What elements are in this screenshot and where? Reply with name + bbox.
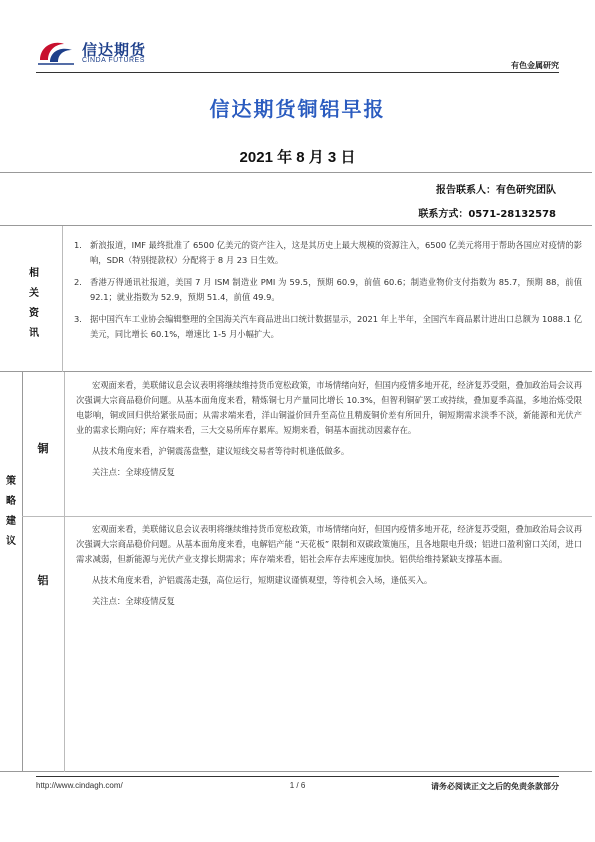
column-divider <box>62 226 63 372</box>
news-item <box>74 238 582 268</box>
aluminum-macro-paragraph: 宏观面来看，美联储议息会议表明将继续维持货币宽松政策，市场情绪向好，但国内疫情多地开花，经济复苏受阻，叠加政治局会议再次强调大宗商品稳价问题。从基本面角度来看，电解铝产能 “天花板” 限制和双碳政策施压，且各地限电升级；铝进口盈利窗口关闭，进口需求减弱，但新能源与光伏产业支撑长期需求；库存端来看，铝社会库存去库速度加快。铝供给维持紧缺支撑基本面。 <box>76 524 582 564</box>
footer-divider <box>36 776 559 777</box>
news-item <box>74 312 582 342</box>
label-char: 略 <box>6 496 16 507</box>
copper-focus-paragraph: 关注点：全球疫情反复 <box>92 467 175 477</box>
aluminum-label: 铝 <box>37 574 49 587</box>
department-label: 有色金属研究 <box>511 61 559 70</box>
copper-label: 铜 <box>37 442 49 455</box>
logo-english-name: CINDA FUTURES <box>82 57 145 64</box>
news-item-text: 新浪报道，IMF 最终批准了 6500 亿美元的资产注入，这是其历史上最大规模的资源注入，6500 亿美元将用于帮助各国应对疫情的影响，SDR（特别提款权）分配将于 8 月 23 日生效。 <box>90 240 582 265</box>
company-logo <box>36 38 166 68</box>
aluminum-focus-paragraph: 关注点：全球疫情反复 <box>92 596 175 606</box>
label-char: 讯 <box>29 328 39 339</box>
report-date: 2021 年 8 月 3 日 <box>239 149 356 166</box>
copper-macro-paragraph: 宏观面来看，美联储议息会议表明将继续维持货币宽松政策，市场情绪向好，但国内疫情多地开花，经济复苏受阻，叠加政治局会议再次强调大宗商品稳价问题。从基本面角度来看，精炼铜七月产量同比增长 10.3%，但智利铜矿罢工或持续，叠加夏季高温，多地治炼受限电影响，铜或回归供给紧张局面；从需求端来看，洋山铜溢价回升至高位且精废铜价差有所回升，铜短期需求淡季不淡，新能源和光伏产业的需求长期向好；库存端来看，三大交易所库存累库。短期来看，铜基本面扰动因素存在。 <box>76 380 582 435</box>
news-item-number: 1. <box>74 240 82 250</box>
aluminum-technical-paragraph: 从技术角度来看，沪铝震荡走强，高位运行，短期建议谨慎观望，等待机会入场，逢低买入。 <box>92 575 433 585</box>
copper-analysis <box>76 378 582 484</box>
column-divider <box>64 372 65 772</box>
reporter-contact: 报告联系人：有色研究团队 <box>436 185 556 196</box>
page-number: 1 / 6 <box>289 781 306 790</box>
logo-chinese-name: 信达期货 <box>82 41 147 59</box>
related-news-section <box>0 226 592 372</box>
aluminum-analysis <box>76 522 582 613</box>
report-title: 信达期货铜铝早报 <box>209 97 386 121</box>
related-news-label <box>22 264 46 344</box>
news-list <box>74 238 582 349</box>
cinda-logo-icon <box>36 38 76 66</box>
news-item-number: 2. <box>74 277 82 287</box>
news-item <box>74 275 582 305</box>
disclaimer-note: 请务必阅读正文之后的免责条款部分 <box>431 782 559 791</box>
label-char: 议 <box>6 536 16 547</box>
label-char: 资 <box>29 308 39 319</box>
page-header <box>0 0 595 72</box>
label-char: 关 <box>29 288 39 299</box>
news-item-text: 香港万得通讯社报道，美国 7 月 ISM 制造业 PMI 为 59.5，预期 60.9，前值 60.6；制造业物价支付指数为 85.7，预期 88，前值 92.1；就业指数为 52.9，预期 51.4，前值 49.9。 <box>90 277 582 302</box>
website-link[interactable]: http://www.cindagh.com/ <box>36 781 123 790</box>
strategy-section <box>0 372 592 772</box>
label-char: 建 <box>6 516 16 527</box>
strategy-label <box>0 472 22 552</box>
header-divider <box>36 72 559 73</box>
row-divider <box>22 516 592 517</box>
copper-technical-paragraph: 从技术角度来看，沪铜震荡盘整，建议短线交易者等待时机逢低做多。 <box>92 446 350 456</box>
contact-info <box>0 172 592 226</box>
label-char: 相 <box>29 268 39 279</box>
phone-contact: 联系方式：0571-28132578 <box>418 209 556 220</box>
news-item-text: 据中国汽车工业协会编辑整理的全国海关汽车商品进出口统计数据显示，2021 年上半年，全国汽车商品累计进出口总额为 1088.1 亿美元，同比增长 60.1%，增速比 1-5 月小幅扩大。 <box>90 314 582 339</box>
news-item-number: 3. <box>74 314 82 324</box>
label-char: 策 <box>6 476 16 487</box>
